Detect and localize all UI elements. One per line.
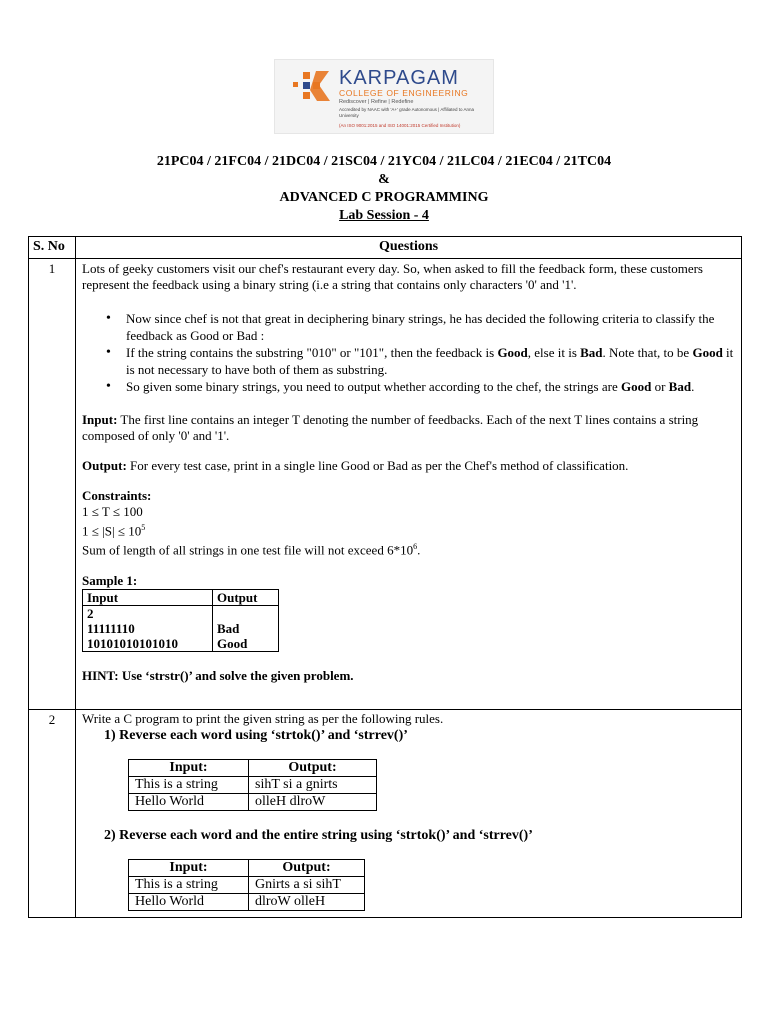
college-logo — [274, 59, 494, 134]
list-item: • If the string contains the substring "010" or "101", then the feedback is Good, else it is Bad. Note that, to be Good it is not necessary to have both of them as substring. — [126, 344, 735, 378]
question-content — [76, 710, 742, 918]
question-number: 1 — [29, 259, 76, 710]
table-row: Input Output — [83, 589, 279, 605]
constraint-sum: Sum of length of all strings in one test file will not exceed $6*10^6$. — [82, 542, 421, 558]
table-row: Hello World dlroW olleH — [129, 894, 365, 911]
logo-tagline: Rediscover | Refine | Redefine — [339, 99, 414, 105]
karpagam-logo-icon — [289, 68, 333, 104]
q1-input-spec: Input: The first line contains an integer T denoting the number of feedbacks. Each of the next T lines contains a string composed of only '0' and '1'. — [82, 412, 699, 443]
q2-rule-2: 2) Reverse each word and the entire string using ‘strtok()’ and ‘strrev()’ — [104, 828, 533, 843]
sample-table — [82, 589, 279, 652]
q1-constraints: Constraints: — [82, 488, 152, 503]
question-content — [76, 259, 742, 710]
sno-header: S. No — [29, 237, 76, 259]
constraint-s: $1 \le |S| \le 10^5$ — [82, 523, 146, 539]
course-codes: 21PC04 / 21FC04 / 21DC04 / 21SC04 / 21YC04 / 21LC04 / 21EC04 / 21TC04 — [156, 154, 612, 169]
header-ampersand: & — [378, 172, 390, 187]
questions-table — [28, 236, 742, 918]
logo-accreditation: Accredited by NAAC with 'A+' grade Autonomous | Affiliated to Anna University — [339, 107, 475, 118]
table-row: 2 11111110 10101010101010 Bad Good — [83, 605, 279, 651]
q2-intro: Write a C program to print the given string as per the following rules. — [82, 711, 444, 726]
questions-header: Questions — [76, 237, 742, 259]
sample-label: Sample 1: — [82, 572, 138, 588]
rule1-example-table — [128, 759, 377, 811]
table-row: Input: Output: — [129, 760, 377, 777]
table-row: Input: Output: — [129, 860, 365, 877]
logo-subtitle: COLLEGE OF ENGINEERING — [339, 88, 469, 98]
course-title: ADVANCED C PROGRAMMING — [279, 190, 489, 205]
table-row: This is a string Gnirts a si sihT — [129, 877, 365, 894]
table-header-row — [29, 237, 742, 259]
logo-brand: KARPAGAM — [339, 67, 459, 89]
q1-output-spec: Output: For every test case, print in a single line Good or Bad as per the Chef's method of classification. — [82, 458, 629, 473]
q1-hint: HINT: Use ‘strstr()’ and solve the given problem. — [82, 667, 354, 683]
rule2-example-table — [128, 859, 365, 911]
list-item: • Now since chef is not that great in deciphering binary strings, he has decided the following criteria to classify the feedback as Good or Bad : — [126, 310, 735, 344]
q2-rule-1: 1) Reverse each word using ‘strtok()’ and ‘strrev()’ — [104, 728, 408, 743]
question-number: 2 — [29, 710, 76, 918]
table-row: This is a string sihT si a gnirts — [129, 777, 377, 794]
list-item: • So given some binary strings, you need to output whether according to the chef, the strings are Good or Bad. — [126, 378, 735, 395]
question-row-2 — [29, 710, 742, 918]
q1-criteria-list — [82, 310, 735, 395]
table-row: Hello World olleH dlroW — [129, 794, 377, 811]
question-row-1 — [29, 259, 742, 710]
q1-intro: Lots of geeky customers visit our chef's restaurant every day. So, when asked to fill the feedback form, these customers represent the feedback using a binary string (i.e a string that contains only characters '0' and '1'. — [82, 261, 703, 292]
logo-iso: (An ISO 9001:2015 and ISO 14001:2015 Certified Institution) — [339, 123, 461, 128]
session-title: Lab Session - 4 — [339, 208, 429, 223]
constraint-t: 1 ≤ T ≤ 100 — [82, 504, 143, 519]
